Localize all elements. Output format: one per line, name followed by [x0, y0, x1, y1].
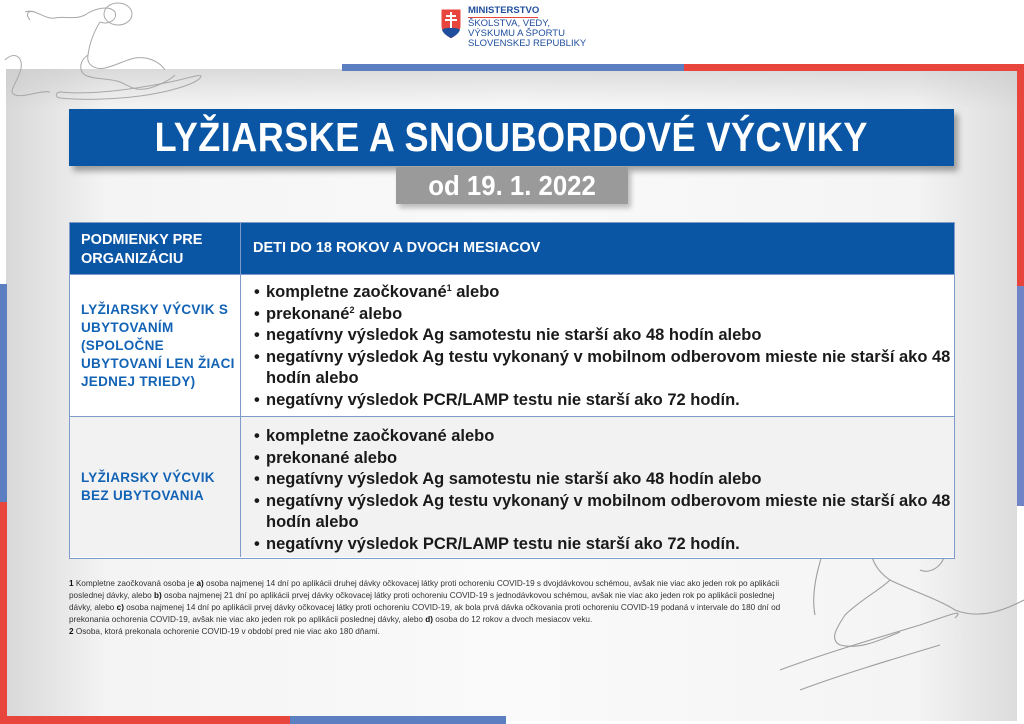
- requirement-item: • negatívny výsledok PCR/LAMP testu nie starší ako 72 hodín.: [254, 390, 954, 412]
- frame-bar-bottom-red: [0, 716, 290, 724]
- requirement-item: • negatívny výsledok Ag testu vykonaný v mobilnom odberovom mieste nie starší ako 48 hodín alebo: [254, 491, 954, 534]
- footnote-text: Kompletne zaočkovaná osoba je: [73, 579, 197, 588]
- ministry-title: MINISTERSTVO: [468, 5, 540, 16]
- requirement-item: • kompletne zaočkované$^1$ alebo: [254, 282, 954, 304]
- frame-bar-right-blue: [1017, 286, 1024, 506]
- frame-bar-bottom-blue: [290, 716, 506, 724]
- footnote-label: d): [425, 615, 433, 624]
- page-title: LYŽIARSKE A SNOUBORDOVÉ VÝCVIKY: [154, 114, 869, 160]
- footnote-text: osoba najmenej 21 dní po aplikácii prvej dávky očkovacej látky proti ochoreniu COVID-19 s jednodávkovou schémou, avšak nie viac ako jeden rok po aplikácii poslednej dávky, alebo: [69, 591, 775, 612]
- footnote-text: Osoba, ktorá prekonala ochorenie COVID-19 v období pred nie viac ako 180 dňami.: [73, 627, 380, 636]
- header-conditions: PODMIENKY PRE ORGANIZÁCIU: [70, 223, 241, 274]
- table-row: [70, 274, 954, 416]
- requirement-item: • negatívny výsledok Ag samotestu nie starší ako 48 hodín alebo: [254, 469, 954, 491]
- condition-cell: [70, 275, 241, 416]
- footnote-text: osoba najmenej 14 dní po aplikácii druhej dávky očkovacej látky proti ochoreniu COVID-19 s dvojdávkovou schémou, avšak nie viac ako jeden rok po aplikácii poslednej dávky, alebo: [69, 579, 780, 600]
- frame-bar-left-red: [0, 502, 7, 724]
- requirement-item: • negatívny výsledok Ag samotestu nie starší ako 48 hodín alebo: [254, 325, 954, 347]
- frame-bar-left-blue: [0, 284, 7, 502]
- header-children: DETI DO 18 ROKOV A DVOCH MESIACOV: [253, 240, 541, 256]
- footnote-text: osoba do 12 rokov a dvoch mesiacov veku.: [432, 615, 593, 624]
- footnotes: [69, 578, 789, 638]
- frame-bar-top-blue: [342, 64, 684, 71]
- requirement-item: • prekonané$^2$ alebo: [254, 304, 954, 326]
- ministry-line: ŠKOLSTVA, VEDY,: [468, 18, 551, 29]
- footnote-number: 2: [69, 627, 74, 636]
- footnote-2: [69, 626, 789, 638]
- conditions-table: [69, 222, 955, 559]
- requirements-list: [254, 426, 954, 555]
- footnote-text: osoba najmenej 14 dní po aplikácii prvej dávky očkovacej látky proti ochoreniu COVID-19, ak bola prvá dávka očkovania proti ochoreniu COVID-19 podaná v intervale do 180 dní od prekonania ochorenia COVID-19, avšak nie viac ako jeden rok po aplikácii poslednej dávky, alebo: [69, 603, 781, 624]
- ministry-line: SLOVENSKEJ REPUBLIKY: [468, 38, 587, 49]
- frame-bar-right-red: [1017, 64, 1024, 286]
- condition-cell: [70, 417, 241, 557]
- ministry-line: VÝSKUMU A ŠPORTU: [468, 28, 565, 39]
- requirement-item: • prekonané alebo: [254, 448, 954, 470]
- table-row: [70, 416, 954, 557]
- condition-label: LYŽIARSKY VÝCVIK BEZ UBYTOVANIA: [81, 470, 215, 503]
- date-banner: [396, 167, 628, 204]
- condition-label: LYŽIARSKY VÝCVIK S UBYTOVANÍM (SPOLOČNE UBYTOVANÍ LEN ŽIACI JEDNEJ TRIEDY): [81, 301, 235, 389]
- footnote-number: 1: [69, 579, 74, 588]
- footnote-1: [69, 578, 789, 626]
- footnote-label: a): [196, 579, 204, 588]
- footnote-label: c): [116, 603, 124, 612]
- footnote-ref: 2: [349, 304, 355, 315]
- frame-bar-top-red: [684, 64, 1024, 71]
- requirement-item: • kompletne zaočkované alebo: [254, 426, 954, 448]
- footnote-label: b): [153, 591, 162, 600]
- footnote-ref: 1: [446, 283, 452, 293]
- requirements-cell: [241, 275, 954, 416]
- requirements-list: [254, 282, 954, 411]
- requirements-cell: [241, 417, 954, 557]
- title-banner: [69, 109, 954, 166]
- ministry-logo: [440, 6, 586, 49]
- requirement-item: • negatívny výsledok Ag testu vykonaný v mobilnom odberovom mieste nie starší ako 48 hodín alebo: [254, 347, 954, 390]
- slovak-crest-icon: [440, 8, 462, 40]
- effective-date: od 19. 1. 2022: [428, 169, 596, 201]
- requirement-item: • negatívny výsledok PCR/LAMP testu nie starší ako 72 hodín.: [254, 534, 954, 556]
- table-header: [70, 223, 954, 274]
